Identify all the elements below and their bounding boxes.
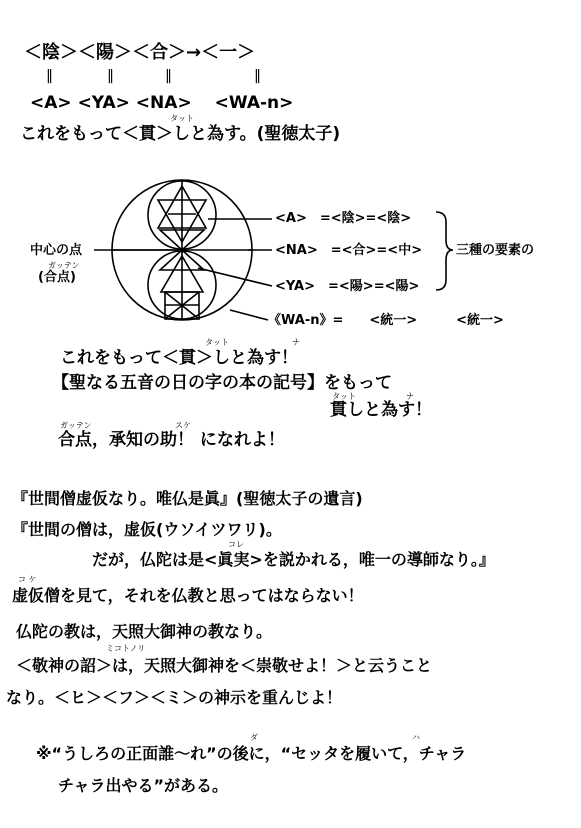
ruby-da: ダ: [250, 733, 258, 742]
header-line-3-a: これをもって＜: [20, 124, 139, 144]
body-line-4-a: 合点: [58, 430, 92, 450]
row-na: <NA> =<合>=<中>: [275, 243, 423, 258]
row-wa: 《WA-n》= <統一> <統一>: [268, 313, 504, 328]
row-ya: <YA> =<陽>=<陽>: [275, 279, 420, 294]
three-elements-label: 三種の要素の: [456, 243, 535, 258]
center-point-ruby: ガッテン: [48, 261, 80, 270]
body-line-1: [60, 350, 298, 367]
center-dot: [179, 247, 184, 252]
row-a: <A> =<陰>=<陰>: [275, 211, 412, 226]
brace: [436, 212, 453, 290]
center-point-label: 中心の点: [30, 243, 83, 258]
body-line-4-kanji: 助: [160, 430, 177, 450]
ruby-suke: スケ: [175, 421, 191, 430]
header-line-2: <A> <YA> <NA> <WA-n>: [30, 93, 294, 113]
equals-mark-na: ‖: [165, 68, 172, 84]
leader-wa: [230, 310, 268, 320]
body-line-4-c: ！ になれよ！: [177, 430, 285, 450]
quote-line-3: だが，仏陀は是<眞実>を説かれる，唯一の導師なり。』: [92, 550, 495, 569]
ruby-tatto-1: タット: [170, 114, 194, 123]
header-line-1: ＜陰＞＜陽＞＜合＞→＜一＞: [24, 42, 256, 63]
ruby-mikotonori: ミコトノリ: [106, 644, 146, 653]
body-line-3: 貫しと為す！: [330, 400, 432, 420]
ruby-tatto-2: タット: [205, 338, 229, 347]
header-line-3-b: ＞しと為す。(聖徳太子): [156, 124, 341, 144]
leader-ya: [198, 268, 272, 286]
note-line-1: ※“うしろの正面誰〜れ”の後に，“セッタを履いて，チャラ: [36, 744, 467, 763]
ruby-tatto-3: タット: [332, 392, 356, 401]
quote-line-1: 『世間僧虚仮なり。唯仏是眞』(聖徳太子の遺言): [12, 489, 363, 508]
equals-mark-a: ‖: [46, 68, 53, 84]
center-point-sub: (合点): [38, 270, 76, 285]
quote-line-6-kanji: 詔: [80, 656, 97, 675]
equals-mark-wa: ‖: [254, 68, 261, 84]
body-line-4: [58, 432, 285, 449]
quote-line-6-b: ＞は，天照大御神を＜崇敬せよ！＞と云うこと: [96, 656, 433, 675]
body-line-1-a: これをもって＜: [60, 348, 179, 368]
ruby-na-2: ナ: [406, 392, 414, 401]
body-line-1-b: ＞しと為す！: [196, 348, 298, 368]
ruby-ha: ハ: [412, 733, 420, 742]
ruby-gatten: ガッテン: [60, 421, 92, 430]
equals-mark-ya: ‖: [107, 68, 114, 84]
body-line-4-b: ，承知の: [92, 430, 160, 450]
body-line-2: 【聖なる五音の日の字の本の記号】をもって: [52, 373, 392, 393]
quote-line-7: なり。＜ヒ＞＜フ＞＜ミ＞の神示を重んじよ！: [6, 688, 343, 707]
ruby-na-1: ナ: [292, 338, 300, 347]
quote-line-2: 『世間の僧は，虚仮(ウソイツワリ)。: [12, 520, 282, 539]
header-line-3-kanji: 貫: [139, 124, 156, 144]
quote-line-4: 虚仮僧を見て，それを仏教と思ってはならない！: [12, 586, 364, 605]
ruby-kore: コレ: [228, 540, 244, 549]
note-line-2: チャラ出やる”がある。: [58, 776, 229, 795]
quote-line-5: 仏陀の教は，天照大御神の教なり。: [16, 622, 273, 641]
quote-line-6-a: ＜敬神の: [16, 656, 81, 675]
ruby-koke: コ ケ: [18, 575, 37, 584]
quote-line-6: [16, 658, 432, 674]
body-line-1-kanji: 貫: [179, 348, 196, 368]
